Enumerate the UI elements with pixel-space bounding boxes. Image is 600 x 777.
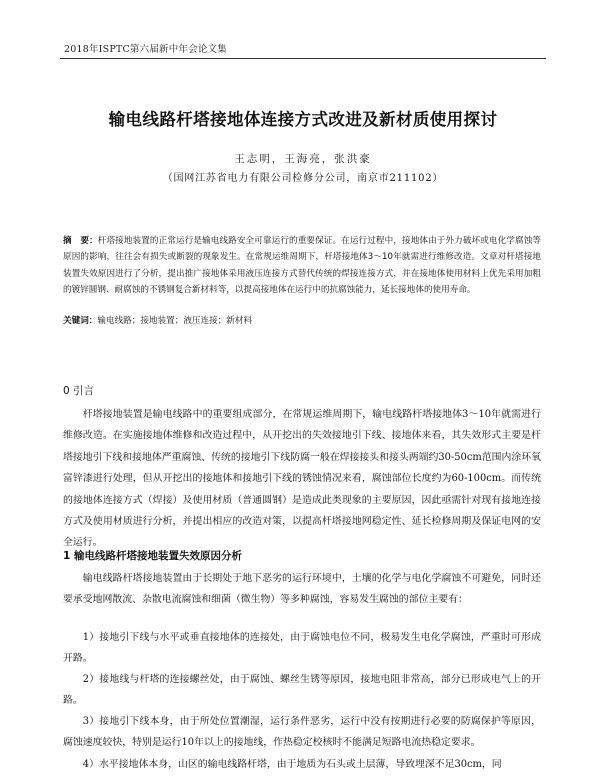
abstract-label: 摘 要：	[63, 236, 98, 246]
paper-title: 输电线路杆塔接地体连接方式改进及新材质使用探讨	[108, 110, 498, 129]
section-1-intro: 输电线路杆塔接地装置由于长期处于地下恶劣的运行环境中，土壤的化学与电化学腐蚀不可避免，同时还要承受地网散流、杂散电流腐蚀和细菌（微生物）等多种腐蚀，容易发生腐蚀的部位主要有：	[63, 573, 541, 606]
abstract-text: 杆塔接地装置的正常运行是输电线路安全可靠运行的重要保证。在运行过程中，接地体由于外力破坏或电化学腐蚀等原因的影响，往往会有损失或断裂的现象发生。在常规运维周期下，杆塔接地体3～10年就需进行维修改造。文章对杆塔接地装置失效原因进行了分析，提出推广接地体采用液压连接方式替代传统的焊接连接方式，并在接地体使用材料上优先采用加粗的镀锌圆钢、耐腐蚀的不锈钢复合新材料等，以提高接地体在运行中的抗腐蚀能力，延长接地体的使用寿命。	[63, 236, 541, 295]
keywords-text: 输电线路；接地装置；液压连接；新材料	[97, 316, 253, 326]
section-0-paragraph: 杆塔接地装置是输电线路中的重要组成部分，在常规运维周期下，输电线路杆塔接地体3～10年就需进行维修改造。在实施接地体维修和改造过程中，从开挖出的失效接地引下线、接地体来看，其失效形式主要是杆塔接地引下线和接地体严重腐蚀、传统的接地引下线防腐一般在焊接接头和接头两端约30-50cm范围内涂环氧富锌漆进行处理，但从开挖出的接地体和接地引下线的锈蚀情况来看，腐蚀部位长度约为60-100cm。而传统的接地体连接方式（焊接）及使用材质（普通圆钢）是造成此类现象的主要原因，因此亟需针对现有接地连接方式及使用材质进行分析，并提出相应的改造对策，以提高杆塔接地网稳定性、延长检修周期及保证电网的安全运行。	[63, 409, 541, 549]
paper-affiliation: （国网江苏省电力有限公司检修分公司，南京市211102）	[162, 173, 444, 184]
keywords	[63, 314, 541, 326]
section-1-item-4: 4）水平接地体本身，山区的输电线路杆塔，由于地质为石头或土层薄，导致埋深不足30cm，同	[82, 759, 502, 770]
header-rule	[60, 58, 546, 59]
paper-authors: 王志明，王海亮，张洪豪	[234, 153, 372, 165]
section-1-item-3: 3）接地引下线本身，由于所处位置潮湿，运行条件恶劣，运行中没有按期进行必要的防腐保护等原因，腐蚀速度较快，特别是运行10年以上的接地线，作热稳定校核时不能满足短路电流热稳定要求。	[63, 716, 541, 749]
running-header: 2018年ISPTC第六届新中年会论文集	[64, 44, 227, 55]
section-1-item-1: 1）接地引下线与水平或垂直接地体的连接处，由于腐蚀电位不同，极易发生电化学腐蚀，严重时可形成开路。	[63, 632, 541, 665]
abstract	[63, 233, 541, 298]
keywords-label: 关键词：	[63, 316, 98, 326]
section-1-heading: 1 输电线路杆塔接地装置失效原因分析	[63, 550, 242, 562]
section-0-heading: 0 引言	[63, 385, 95, 397]
section-1-item-2: 2）接地线与杆塔的连接螺丝处，由于腐蚀、螺丝生锈等原因，接地电阻非常高，部分已形成电气上的开路。	[63, 674, 541, 707]
